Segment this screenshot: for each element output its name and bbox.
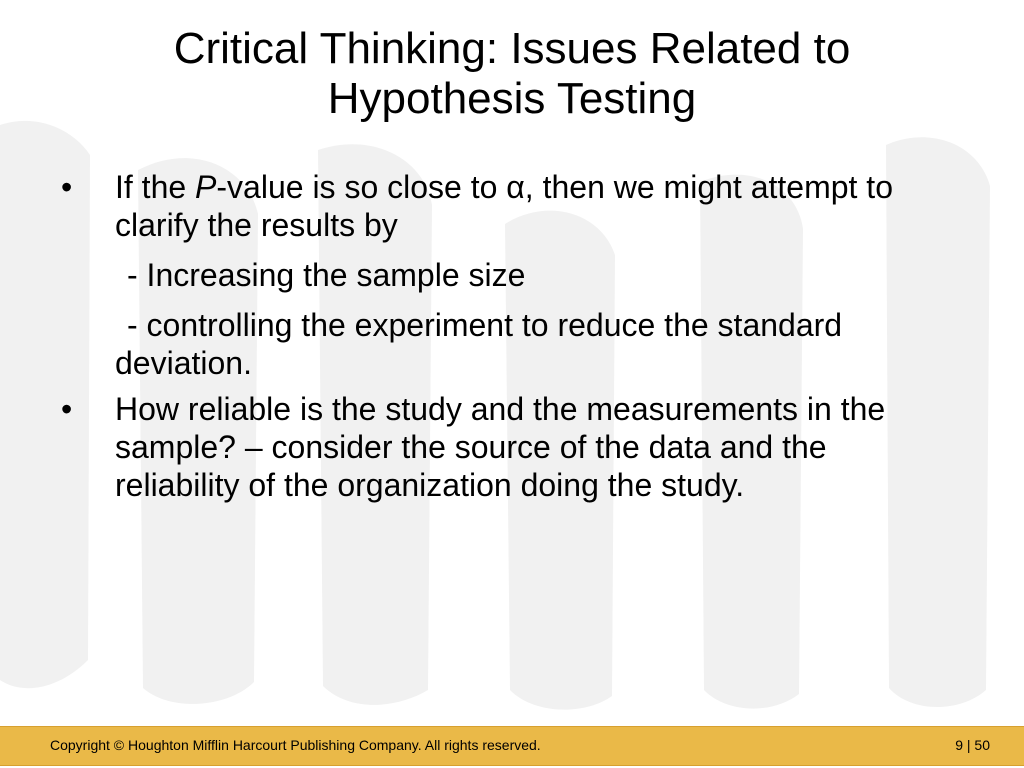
slide-footer [0, 720, 1024, 768]
subpoint-increase-sample-size [115, 256, 936, 294]
slide-content [56, 168, 936, 504]
subpoint-text-2: - controlling the experiment to reduce the standard deviation. [115, 307, 843, 381]
slide-title: Critical Thinking: Issues Related to Hypothesis Testing [173, 24, 851, 123]
bullet-item-2 [56, 390, 936, 504]
bullet-1-suffix: -value is so close to α, then we might attempt to clarify the results by [115, 169, 893, 243]
subpoint-control-experiment [115, 306, 936, 382]
bullet-marker-2: • [61, 391, 73, 427]
bullet-marker-1: • [61, 169, 73, 205]
bullet-item-1 [56, 168, 936, 382]
page-number: 9 | 50 [955, 737, 990, 753]
bullet-1-prefix: If the [115, 169, 196, 205]
bullet-2-text: How reliable is the study and the measurements in the sample? – consider the source of the data and the reliability of the organization doing the study. [115, 391, 886, 503]
copyright-text: Copyright © Houghton Mifflin Harcourt Publishing Company. All rights reserved. [50, 737, 541, 753]
p-symbol: P [195, 169, 217, 205]
subpoint-text-1: - Increasing the sample size [127, 257, 526, 293]
